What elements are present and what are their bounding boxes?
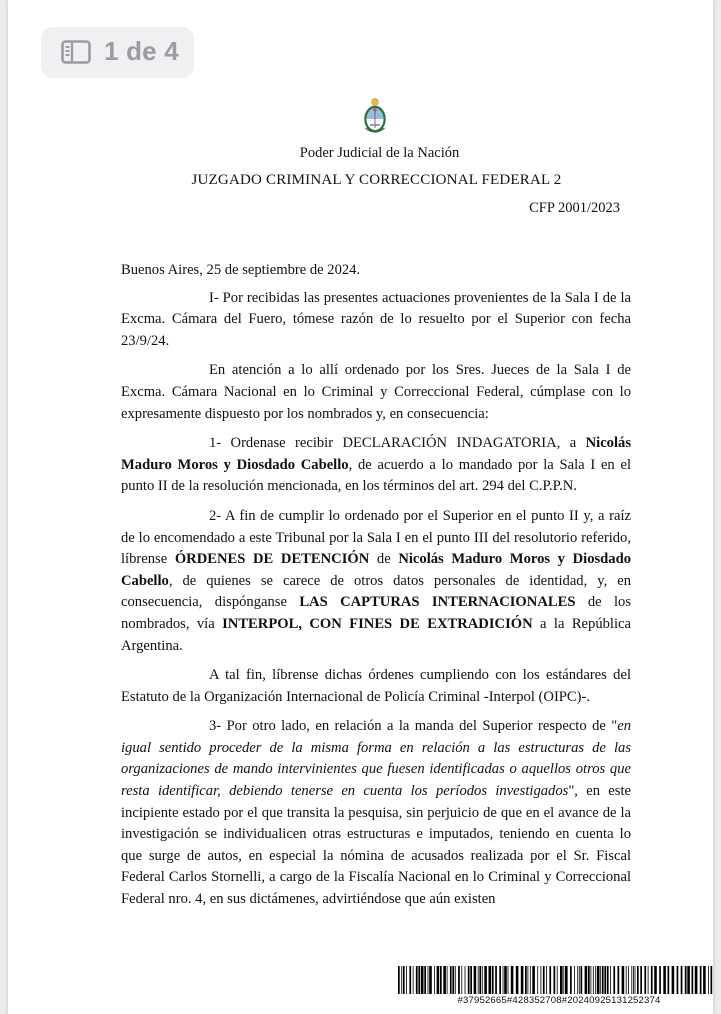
barcode-bar bbox=[563, 966, 564, 994]
barcode-bar bbox=[574, 966, 575, 994]
paragraph-4 bbox=[121, 506, 631, 657]
barcode-bar bbox=[418, 966, 420, 994]
barcode-bar bbox=[447, 966, 448, 994]
barcode-bar bbox=[681, 966, 683, 994]
barcode-bar bbox=[437, 966, 440, 994]
barcode-bar bbox=[525, 966, 527, 994]
resolution-body bbox=[121, 260, 631, 919]
paragraph-4-de: de bbox=[369, 551, 399, 568]
barcode-bar bbox=[622, 966, 625, 994]
barcode-bar bbox=[541, 966, 542, 994]
barcode-bar bbox=[455, 966, 456, 994]
barcode-bar bbox=[503, 966, 504, 994]
barcode-bar bbox=[521, 966, 524, 994]
barcode-bar bbox=[703, 966, 706, 994]
paragraph-4-text: 2- A fin de cumplir lo ordenado por el Superior en el punto II y, a raíz de lo encomendado a este Tribunal por la Sala I en el punto III del resolutorio referido, líbrense bbox=[121, 507, 631, 568]
paragraph-3-text: 1- Ordenase recibir DECLARACIÓN INDAGATORIA, a bbox=[209, 435, 586, 452]
barcode-bar bbox=[508, 966, 509, 994]
paragraph-3 bbox=[121, 433, 631, 498]
barcode-bar bbox=[579, 966, 580, 994]
detention-orders: ÓRDENES DE DETENCIÓN bbox=[174, 551, 370, 568]
paragraph-4-end: a la República Argentina. bbox=[121, 615, 631, 654]
barcode-bar bbox=[465, 966, 466, 994]
barcode-bar bbox=[482, 966, 483, 994]
national-seal-icon bbox=[362, 95, 388, 137]
barcode-bar bbox=[597, 966, 600, 994]
barcode-bar bbox=[557, 966, 558, 994]
barcode-bar bbox=[610, 966, 611, 994]
barcode-bar bbox=[654, 966, 657, 994]
barcode-bar bbox=[495, 966, 497, 994]
barcode-bar bbox=[421, 966, 424, 994]
barcode-bar bbox=[581, 966, 583, 994]
page-indicator[interactable] bbox=[41, 27, 194, 78]
international-captures: LAS CAPTURAS INTERNACIONALES bbox=[299, 594, 576, 611]
barcode-bar bbox=[570, 966, 572, 994]
paragraph-6 bbox=[121, 716, 631, 910]
barcode-bar bbox=[468, 966, 470, 994]
barcode-bar bbox=[484, 966, 487, 994]
barcode-bar bbox=[424, 966, 426, 994]
barcode-bar bbox=[637, 966, 639, 994]
document-page bbox=[8, 0, 713, 1014]
barcode-bar bbox=[429, 966, 432, 994]
barcode-bar bbox=[588, 966, 590, 994]
barcode-bar bbox=[461, 966, 462, 994]
paragraph-1: I- Por recibidas las presentes actuaciones provenientes de la Sala I de la Excma. Cámara del Fuero, tómese razón de lo resuelto por el Superior con fecha 23/9/24. bbox=[121, 289, 631, 349]
barcode-bar bbox=[604, 966, 606, 994]
barcode-bar bbox=[452, 966, 454, 994]
court-name: JUZGADO CRIMINAL Y CORRECCIONAL FEDERAL 2 bbox=[191, 172, 562, 188]
barcode-bar bbox=[613, 966, 615, 994]
barcode-bar bbox=[450, 966, 452, 994]
page-indicator-label: 1 de 4 bbox=[104, 36, 179, 66]
paragraph-6-text: 3- Por otro lado, en relación a la manda del Superior respecto de " bbox=[209, 718, 618, 735]
barcode-bar bbox=[600, 966, 601, 994]
accused-names-2: Nicolás Maduro Moros y Diosdado Cabello bbox=[121, 551, 631, 589]
barcode-bar bbox=[591, 966, 592, 994]
barcode-bar bbox=[530, 966, 531, 994]
paragraph-6-text-end: ", en este incipiente estado por el que transita la pesquisa, sin perjuicio de que en el avance de la investigación se individualicen otras estructuras e imputados, teniendo en cuenta lo que surge de autos, en especial la nómina de acusados realizada por el Sr. Fiscal Federal Carlos Stornelli, a cargo de la Fiscalía Nacional en lo Criminal y Correccional Federal nro. 4, en sus dictámenes, advirtiéndose que aún existen bbox=[121, 783, 631, 908]
barcode-bar bbox=[504, 966, 507, 994]
barcode-bar bbox=[651, 966, 653, 994]
interpol-extradition: INTERPOL, CON FINES DE EXTRADICIÓN bbox=[222, 615, 533, 632]
barcode-bar bbox=[406, 966, 407, 994]
barcode-bar bbox=[640, 966, 642, 994]
barcode-bar bbox=[409, 966, 411, 994]
barcode-bar bbox=[532, 966, 535, 994]
paragraph-5: A tal fin, líbrense dichas órdenes cumpliendo con los estándares del Estatuto de la Organización Internacional de Policía Criminal -Interpol (OIPC)-. bbox=[121, 667, 631, 705]
barcode-bar bbox=[470, 966, 472, 994]
barcode-bar bbox=[633, 966, 634, 994]
barcode-bar bbox=[648, 966, 649, 994]
barcode-bar bbox=[479, 966, 481, 994]
barcode-number: #37952665#428352708#20240925131252374 bbox=[457, 995, 661, 1006]
barcode-bar bbox=[511, 966, 514, 994]
barcode-bar bbox=[565, 966, 568, 994]
barcode-bar bbox=[663, 966, 666, 994]
barcode-bar bbox=[602, 966, 604, 994]
sidebar-toggle-icon bbox=[61, 40, 91, 64]
barcode-bar bbox=[692, 966, 694, 994]
barcode-bar bbox=[413, 966, 414, 994]
barcode-bar bbox=[528, 966, 529, 994]
barcode-bar bbox=[560, 966, 563, 994]
barcode-bar bbox=[593, 966, 594, 994]
barcode-bar bbox=[631, 966, 632, 994]
paragraph-4-text-2: , de quienes se carece de otros datos personales de identidad, y, en consecuencia, dispónganse bbox=[121, 572, 631, 611]
paragraph-3-text-end: , de acuerdo a lo mandado por la Sala I en el punto II de la resolución mencionada, en los términos del art. 294 del C.P.P.N. bbox=[121, 456, 631, 495]
superior-quote: en igual sentido proceder de la misma forma en relación a las estructuras de las organizaciones de mando intervinientes que fuesen identificadas o aquellos otros que resta identificar, debiendo tenerse en cuenta los períodos investigados bbox=[121, 718, 631, 800]
barcode-bar bbox=[635, 966, 636, 994]
barcode-bar bbox=[458, 966, 460, 994]
barcode-bar bbox=[644, 966, 646, 994]
barcode-bar bbox=[478, 966, 479, 994]
barcode-bar bbox=[554, 966, 556, 994]
barcode-bar bbox=[695, 966, 698, 994]
barcode-bar bbox=[595, 966, 596, 994]
barcode-bar bbox=[685, 966, 687, 994]
barcode-bar bbox=[711, 966, 713, 994]
barcode-bar bbox=[618, 966, 620, 994]
barcode-bar bbox=[677, 966, 679, 994]
case-number: CFP 2001/2023 bbox=[529, 200, 620, 216]
barcode-bar bbox=[708, 966, 709, 994]
barcode-bar bbox=[428, 966, 429, 994]
barcode-bar bbox=[474, 966, 477, 994]
barcode-bar bbox=[516, 966, 519, 994]
document-barcode bbox=[398, 966, 713, 994]
institution-name: Poder Judicial de la Nación bbox=[299, 145, 460, 161]
barcode-bar bbox=[489, 966, 492, 994]
accused-names: Nicolás Maduro Moros y Diosdado Cabello bbox=[121, 435, 631, 473]
barcode-bar bbox=[492, 966, 494, 994]
barcode-bar bbox=[416, 966, 418, 994]
barcode-bar bbox=[607, 966, 609, 994]
date-line: Buenos Aires, 25 de septiembre de 2024. bbox=[121, 262, 361, 278]
barcode-bar bbox=[499, 966, 501, 994]
barcode-bar bbox=[659, 966, 661, 994]
barcode-bar bbox=[628, 966, 629, 994]
barcode-bar bbox=[672, 966, 675, 994]
barcode-bar bbox=[537, 966, 538, 994]
barcode-bar bbox=[626, 966, 627, 994]
barcode-bar bbox=[687, 966, 690, 994]
barcode-bar bbox=[668, 966, 670, 994]
barcode-bar bbox=[585, 966, 588, 994]
paragraph-2: En atención a lo allí ordenado por los Sres. Jueces de la Sala I de Excma. Cámara Nacional en lo Criminal y Correccional Federal, cúmplase con lo expresamente dispuesto por los nombrados y, en consecuencia: bbox=[121, 362, 631, 422]
barcode-bar bbox=[577, 966, 578, 994]
barcode-bar bbox=[398, 966, 400, 994]
paragraph-4-via: de los nombrados, vía bbox=[121, 594, 631, 632]
barcode-bar bbox=[403, 966, 405, 994]
barcode-bar bbox=[434, 966, 435, 994]
barcode-bar bbox=[443, 966, 446, 994]
barcode-bar bbox=[700, 966, 702, 994]
barcode-bar bbox=[440, 966, 442, 994]
barcode-bar bbox=[543, 966, 545, 994]
barcode-bar bbox=[401, 966, 402, 994]
barcode-bar bbox=[549, 966, 551, 994]
barcode-bar bbox=[546, 966, 547, 994]
